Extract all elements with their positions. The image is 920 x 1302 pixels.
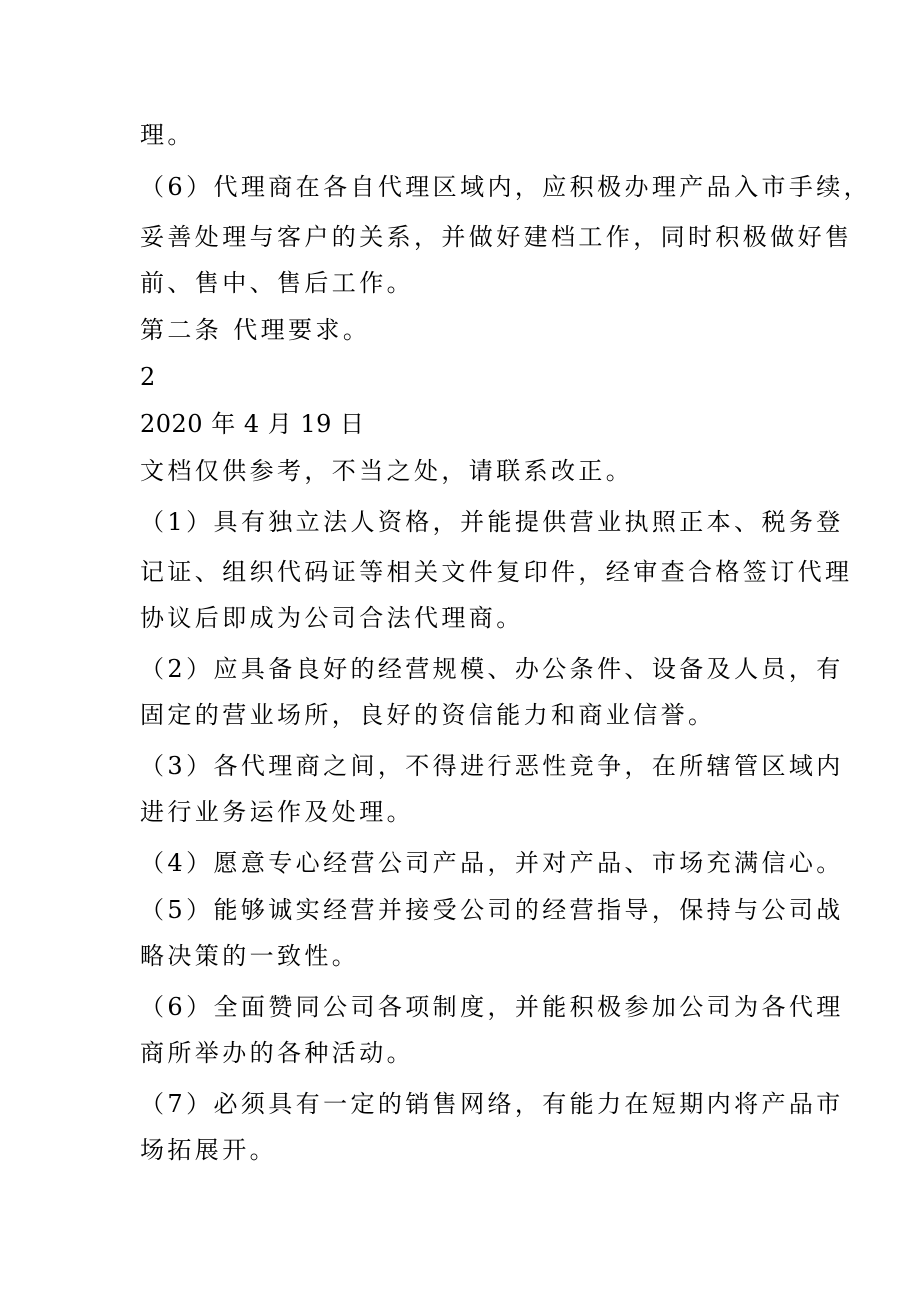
paragraph-line: 记证、组织代码证等相关文件复印件，经审查合格签订代理 <box>140 558 853 586</box>
paragraph-line: 场拓展开。 <box>140 1136 277 1164</box>
paragraph-line: （6）代理商在各自代理区域内，应积极办理产品入市手续， <box>140 173 872 201</box>
paragraph-line: （7）必须具有一定的销售网络，有能力在短期内将产品市 <box>140 1090 844 1118</box>
disclaimer-text: 文档仅供参考，不当之处，请联系改正。 <box>140 457 634 485</box>
paragraph-line: （2）应具备良好的经营规模、办公条件、设备及人员，有 <box>140 655 844 683</box>
paragraph-line: （4）愿意专心经营公司产品，并对产品、市场充满信心。 <box>140 849 844 877</box>
page-number: 2 <box>140 363 156 391</box>
paragraph-line: 协议后即成为公司合法代理商。 <box>140 604 524 632</box>
paragraph-line: （3）各代理商之间，不得进行恶性竞争，在所辖管区域内 <box>140 752 844 780</box>
paragraph-line: 进行业务运作及处理。 <box>140 798 414 826</box>
paragraph-line: （1）具有独立法人资格，并能提供营业执照正本、税务登 <box>140 508 844 536</box>
paragraph-line: （6）全面赞同公司各项制度，并能积极参加公司为各代理 <box>140 993 844 1021</box>
paragraph-line: 略决策的一致性。 <box>140 942 360 970</box>
paragraph-line: 妥善处理与客户的关系，并做好建档工作，同时积极做好售 <box>140 223 853 251</box>
section-heading: 第二条 代理要求。 <box>140 316 371 344</box>
document-date: 2020 年 4 月 19 日 <box>140 410 365 438</box>
paragraph-line: 前、售中、售后工作。 <box>140 269 414 297</box>
paragraph-line: 商所举办的各种活动。 <box>140 1039 414 1067</box>
paragraph-line: （5）能够诚实经营并接受公司的经营指导，保持与公司战 <box>140 896 844 924</box>
paragraph-line: 理。 <box>140 121 195 149</box>
paragraph-line: 固定的营业场所，良好的资信能力和商业信誉。 <box>140 701 716 729</box>
